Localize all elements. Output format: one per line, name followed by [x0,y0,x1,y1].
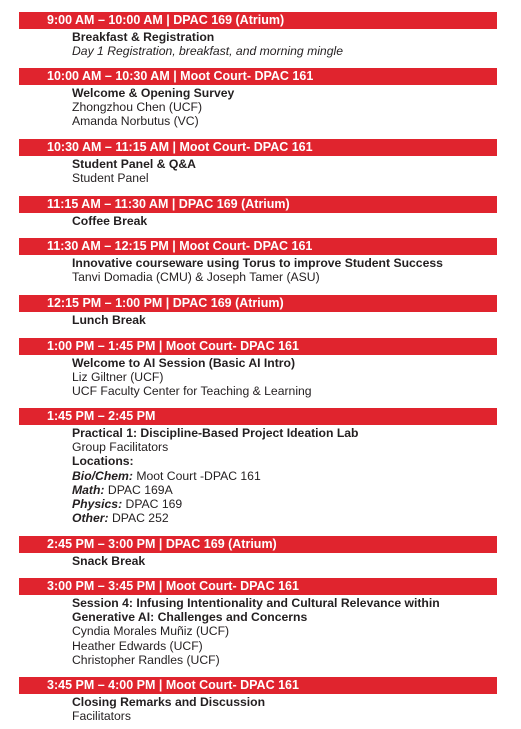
location-place: DPAC 169A [107,482,173,497]
session-title: Breakfast & Registration [72,30,215,44]
session-title: Lunch Break [72,313,146,327]
session-time-bar: 11:15 AM – 11:30 AM | DPAC 169 (Atrium) [19,196,497,213]
location-place: DPAC 169 [125,497,183,512]
session-time-bar: 11:30 AM – 12:15 PM | Moot Court- DPAC 161 [19,238,497,255]
session-person: Heather Edwards (UCF) [72,638,203,653]
session-title: Welcome & Opening Survey [72,86,235,100]
session-title-line: Generative AI: Challenges and Concerns [72,610,308,625]
session-time-bar: 10:00 AM – 10:30 AM | Moot Court- DPAC 161 [19,68,497,85]
session-time-bar: 12:15 PM – 1:00 PM | DPAC 169 (Atrium) [19,295,497,312]
session-title-line: Session 4: Infusing Intentionality and Cultural Relevance within [72,596,440,610]
session-time-bar: 1:45 PM – 2:45 PM [19,408,497,425]
session-person: Facilitators [72,709,131,724]
session-person: Zhongzhou Chen (UCF) [72,100,203,115]
session-title: Welcome to AI Session (Basic AI Intro) [72,356,296,370]
location-label: Other: [72,511,109,526]
session-person: Group Facilitators [72,440,169,455]
session-time-bar: 10:30 AM – 11:15 AM | Moot Court- DPAC 161 [19,139,497,156]
session-title: Student Panel & Q&A [72,157,196,171]
session-time-bar: 2:45 PM – 3:00 PM | DPAC 169 (Atrium) [19,536,497,553]
session-time-bar: 3:45 PM – 4:00 PM | Moot Court- DPAC 161 [19,677,497,694]
location-row [72,483,359,497]
locations-heading: Locations: [72,454,134,469]
session-title: Snack Break [72,554,146,568]
session-time-bar: 3:00 PM – 3:45 PM | Moot Court- DPAC 161 [19,578,497,595]
session-person: Liz Giltner (UCF) [72,370,164,385]
session-title: Coffee Break [72,214,148,228]
location-place: DPAC 252 [111,511,169,526]
location-label: Physics: [72,497,123,512]
session-person: Christopher Randles (UCF) [72,652,220,667]
location-row [72,511,359,525]
session-person: Cyndia Morales Muñiz (UCF) [72,624,230,639]
location-place: Moot Court -DPAC 161 [136,468,261,483]
session-title: Practical 1: Discipline-Based Project Ideation Lab [72,426,359,440]
session-note: Day 1 Registration, breakfast, and morning mingle [72,44,343,59]
location-row [72,497,359,511]
session-title: Closing Remarks and Discussion [72,695,266,709]
session-person: Tanvi Domadia (CMU) & Joseph Tamer (ASU) [72,270,320,285]
session-title: Innovative courseware using Torus to improve Student Success [72,256,443,270]
session-person: Amanda Norbutus (VC) [72,114,199,129]
location-row [72,469,359,483]
session-person: Student Panel [72,171,149,186]
location-label: Math: [72,482,105,497]
session-time-bar: 9:00 AM – 10:00 AM | DPAC 169 (Atrium) [19,12,497,29]
session-person: UCF Faculty Center for Teaching & Learning [72,384,312,399]
location-label: Bio/Chem: [72,468,133,483]
session-time-bar: 1:00 PM – 1:45 PM | Moot Court- DPAC 161 [19,338,497,355]
